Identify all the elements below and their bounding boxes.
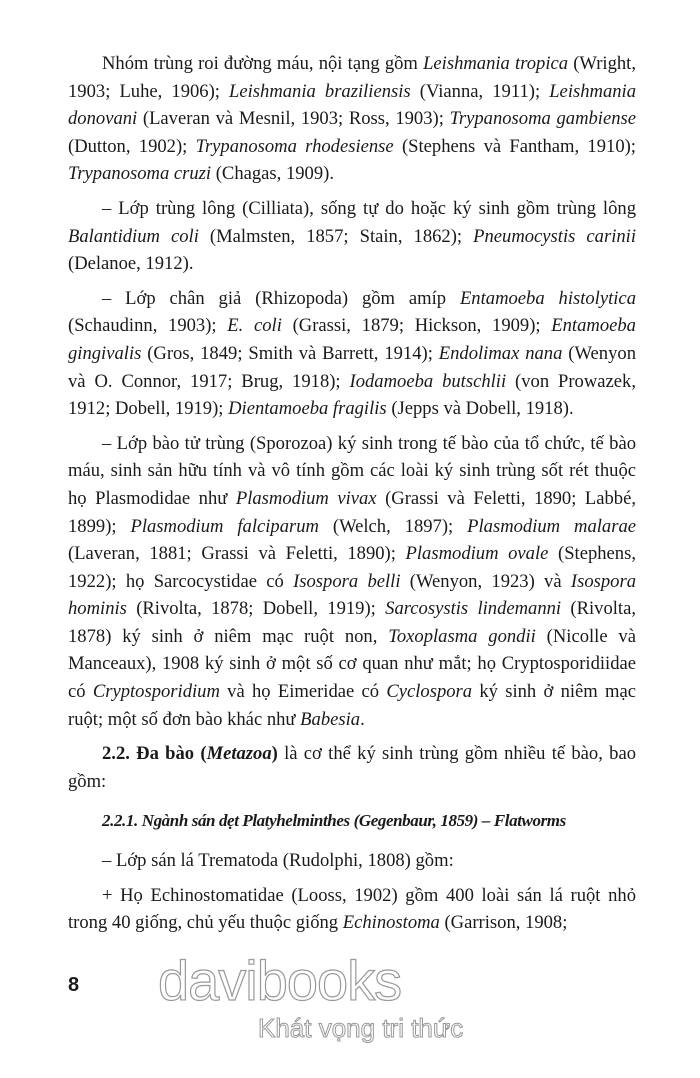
italic-term: Leishmania braziliensis xyxy=(229,80,411,102)
italic-term: Cyclospora xyxy=(386,681,473,703)
text-run: (Rivolta, 1878) ký sinh ở niêm mạc ruột non, xyxy=(68,598,636,647)
text-run: (Rivolta, 1878; Dobell, 1919); xyxy=(126,598,386,620)
paragraph xyxy=(68,430,636,734)
paragraph xyxy=(68,285,636,423)
text-run: (Stephens, 1922); họ Sarcocystidae có xyxy=(68,543,636,592)
italic-term: Plasmodium malarae xyxy=(467,515,636,537)
italic-term: Endolimax nana xyxy=(438,342,563,364)
italic-term: Plasmodium falciparum xyxy=(130,515,319,537)
italic-term: Isospora belli xyxy=(293,570,401,592)
text-run: (Grassi, 1879; Hickson, 1909); xyxy=(281,315,552,337)
text-run: (Garrison, 1908; xyxy=(439,912,568,934)
text-run: (von Prowazek, 1912; Dobell, 1919); xyxy=(68,370,636,420)
section-heading xyxy=(68,807,636,835)
italic-term: Cryptosporidium xyxy=(92,681,220,703)
italic-term: Leishmania donovani xyxy=(68,80,636,130)
text-run: – Lớp sán lá Trematoda (Rudolphi, 1808) gồm: xyxy=(102,850,454,872)
text-run: (Gros, 1849; Smith và Barrett, 1914); xyxy=(141,342,439,364)
italic-term: Metazoa xyxy=(206,743,272,765)
text-run: (Dutton, 1902); xyxy=(68,135,196,157)
italic-term: Babesia xyxy=(300,708,361,730)
page-footer xyxy=(68,948,636,1047)
text-run: – Lớp chân giả (Rhizopoda) gồm amíp xyxy=(102,287,460,309)
page-number: 8 xyxy=(68,973,80,996)
paragraph xyxy=(68,50,636,188)
text-run: (Schaudinn, 1903); xyxy=(68,315,228,337)
paragraph xyxy=(68,195,636,278)
text-run: (Vianna, 1911); xyxy=(410,80,550,102)
page-body xyxy=(68,50,636,937)
italic-term: Pneumocystis carinii xyxy=(473,225,636,247)
text-run: là cơ thể ký sinh trùng gồm nhiều tế bào, bao gồm: xyxy=(68,743,636,792)
text-run: (Jepps và Dobell, 1918). xyxy=(386,398,574,420)
italic-term: Echinostoma xyxy=(342,912,440,934)
text-run: (Chagas, 1909). xyxy=(211,163,334,185)
italic-term: Plasmodium vivax xyxy=(235,487,377,509)
italic-term: E. coli xyxy=(227,315,282,337)
italic-term: Sarcosystis lindemanni xyxy=(385,598,562,620)
text-run: ) xyxy=(271,743,278,765)
italic-term: Trypanosoma gambiense xyxy=(449,108,637,130)
text-run: ký sinh ở niêm mạc ruột; một số đơn bào khác như xyxy=(68,681,637,730)
text-run: + Họ Echinostomatidae (Looss, 1902) gồm 400 loài sán lá ruột nhỏ trong 40 giống, chủ yếu thuộc giống xyxy=(68,884,636,934)
text-run: – Lớp trùng lông (Cilliata), sống tự do hoặc ký sinh gồm trùng lông xyxy=(102,197,636,219)
italic-term: Entamoeba gingivalis xyxy=(68,315,636,364)
italic-term: Toxoplasma gondii xyxy=(388,625,536,647)
text-run: (Wright, 1903; Luhe, 1906); xyxy=(68,53,636,102)
text-run: Nhóm trùng roi đường máu, nội tạng gồm xyxy=(102,53,424,74)
text-run: 2.2. Đa bào ( xyxy=(102,743,207,765)
text-run: (Nicolle và Manceaux), 1908 ký sinh ở một số cơ quan như mắt; họ Cryptosporidiidae có xyxy=(68,625,636,703)
text-run: 2.2.1. Ngành sán dẹt Platyhelminthes (Gegenbaur, 1859) – Flatworms xyxy=(102,811,566,831)
text-run: (Stephens và Fantham, 1910); xyxy=(393,135,636,157)
text-run: . xyxy=(360,708,365,730)
text-run: (Delanoe, 1912). xyxy=(68,253,194,275)
text-run: (Laveran và Mesnil, 1903; Ross, 1903); xyxy=(137,108,450,130)
text-run: (Wenyon, 1923) và xyxy=(400,570,571,592)
watermark-brand: davibooks xyxy=(158,948,402,1012)
text-run: và họ Eimeridae có xyxy=(219,681,387,703)
text-run: – Lớp bào tử trùng (Sporozoa) ký sinh trong tế bào của tổ chức, tế bào máu, sinh sản hữu tính và vô tính gồm các loài ký sinh trùng sốt rét thuộc họ Plasmodidae như xyxy=(68,432,636,509)
text-run: (Grassi và Feletti, 1890; Labbé, 1899); xyxy=(68,487,637,537)
italic-term: Trypanosoma cruzi xyxy=(68,163,212,185)
italic-term: Plasmodium ovale xyxy=(405,543,549,565)
italic-term: Leishmania tropica xyxy=(423,53,569,74)
italic-term: Entamoeba histolytica xyxy=(459,287,636,309)
text-run: (Laveran, 1881; Grassi và Feletti, 1890); xyxy=(68,543,406,565)
italic-term: Iodamoeba butschlii xyxy=(349,370,507,392)
text-run: (Wenyon và O. Connor, 1917; Brug, 1918); xyxy=(68,342,636,392)
italic-term: Balantidium coli xyxy=(68,225,199,247)
paragraph xyxy=(68,847,636,875)
paragraph xyxy=(68,740,636,795)
text-run: (Malmsten, 1857; Stain, 1862); xyxy=(198,225,474,247)
paragraph xyxy=(68,882,636,937)
page xyxy=(68,0,636,1047)
text-run: (Welch, 1897); xyxy=(318,515,468,537)
italic-term: Isospora hominis xyxy=(68,570,636,620)
italic-term: Dientamoeba fragilis xyxy=(228,398,387,420)
watermark-slogan: Khát vọng tri thức xyxy=(258,1012,464,1043)
italic-term: Trypanosoma rhodesiense xyxy=(195,135,394,157)
